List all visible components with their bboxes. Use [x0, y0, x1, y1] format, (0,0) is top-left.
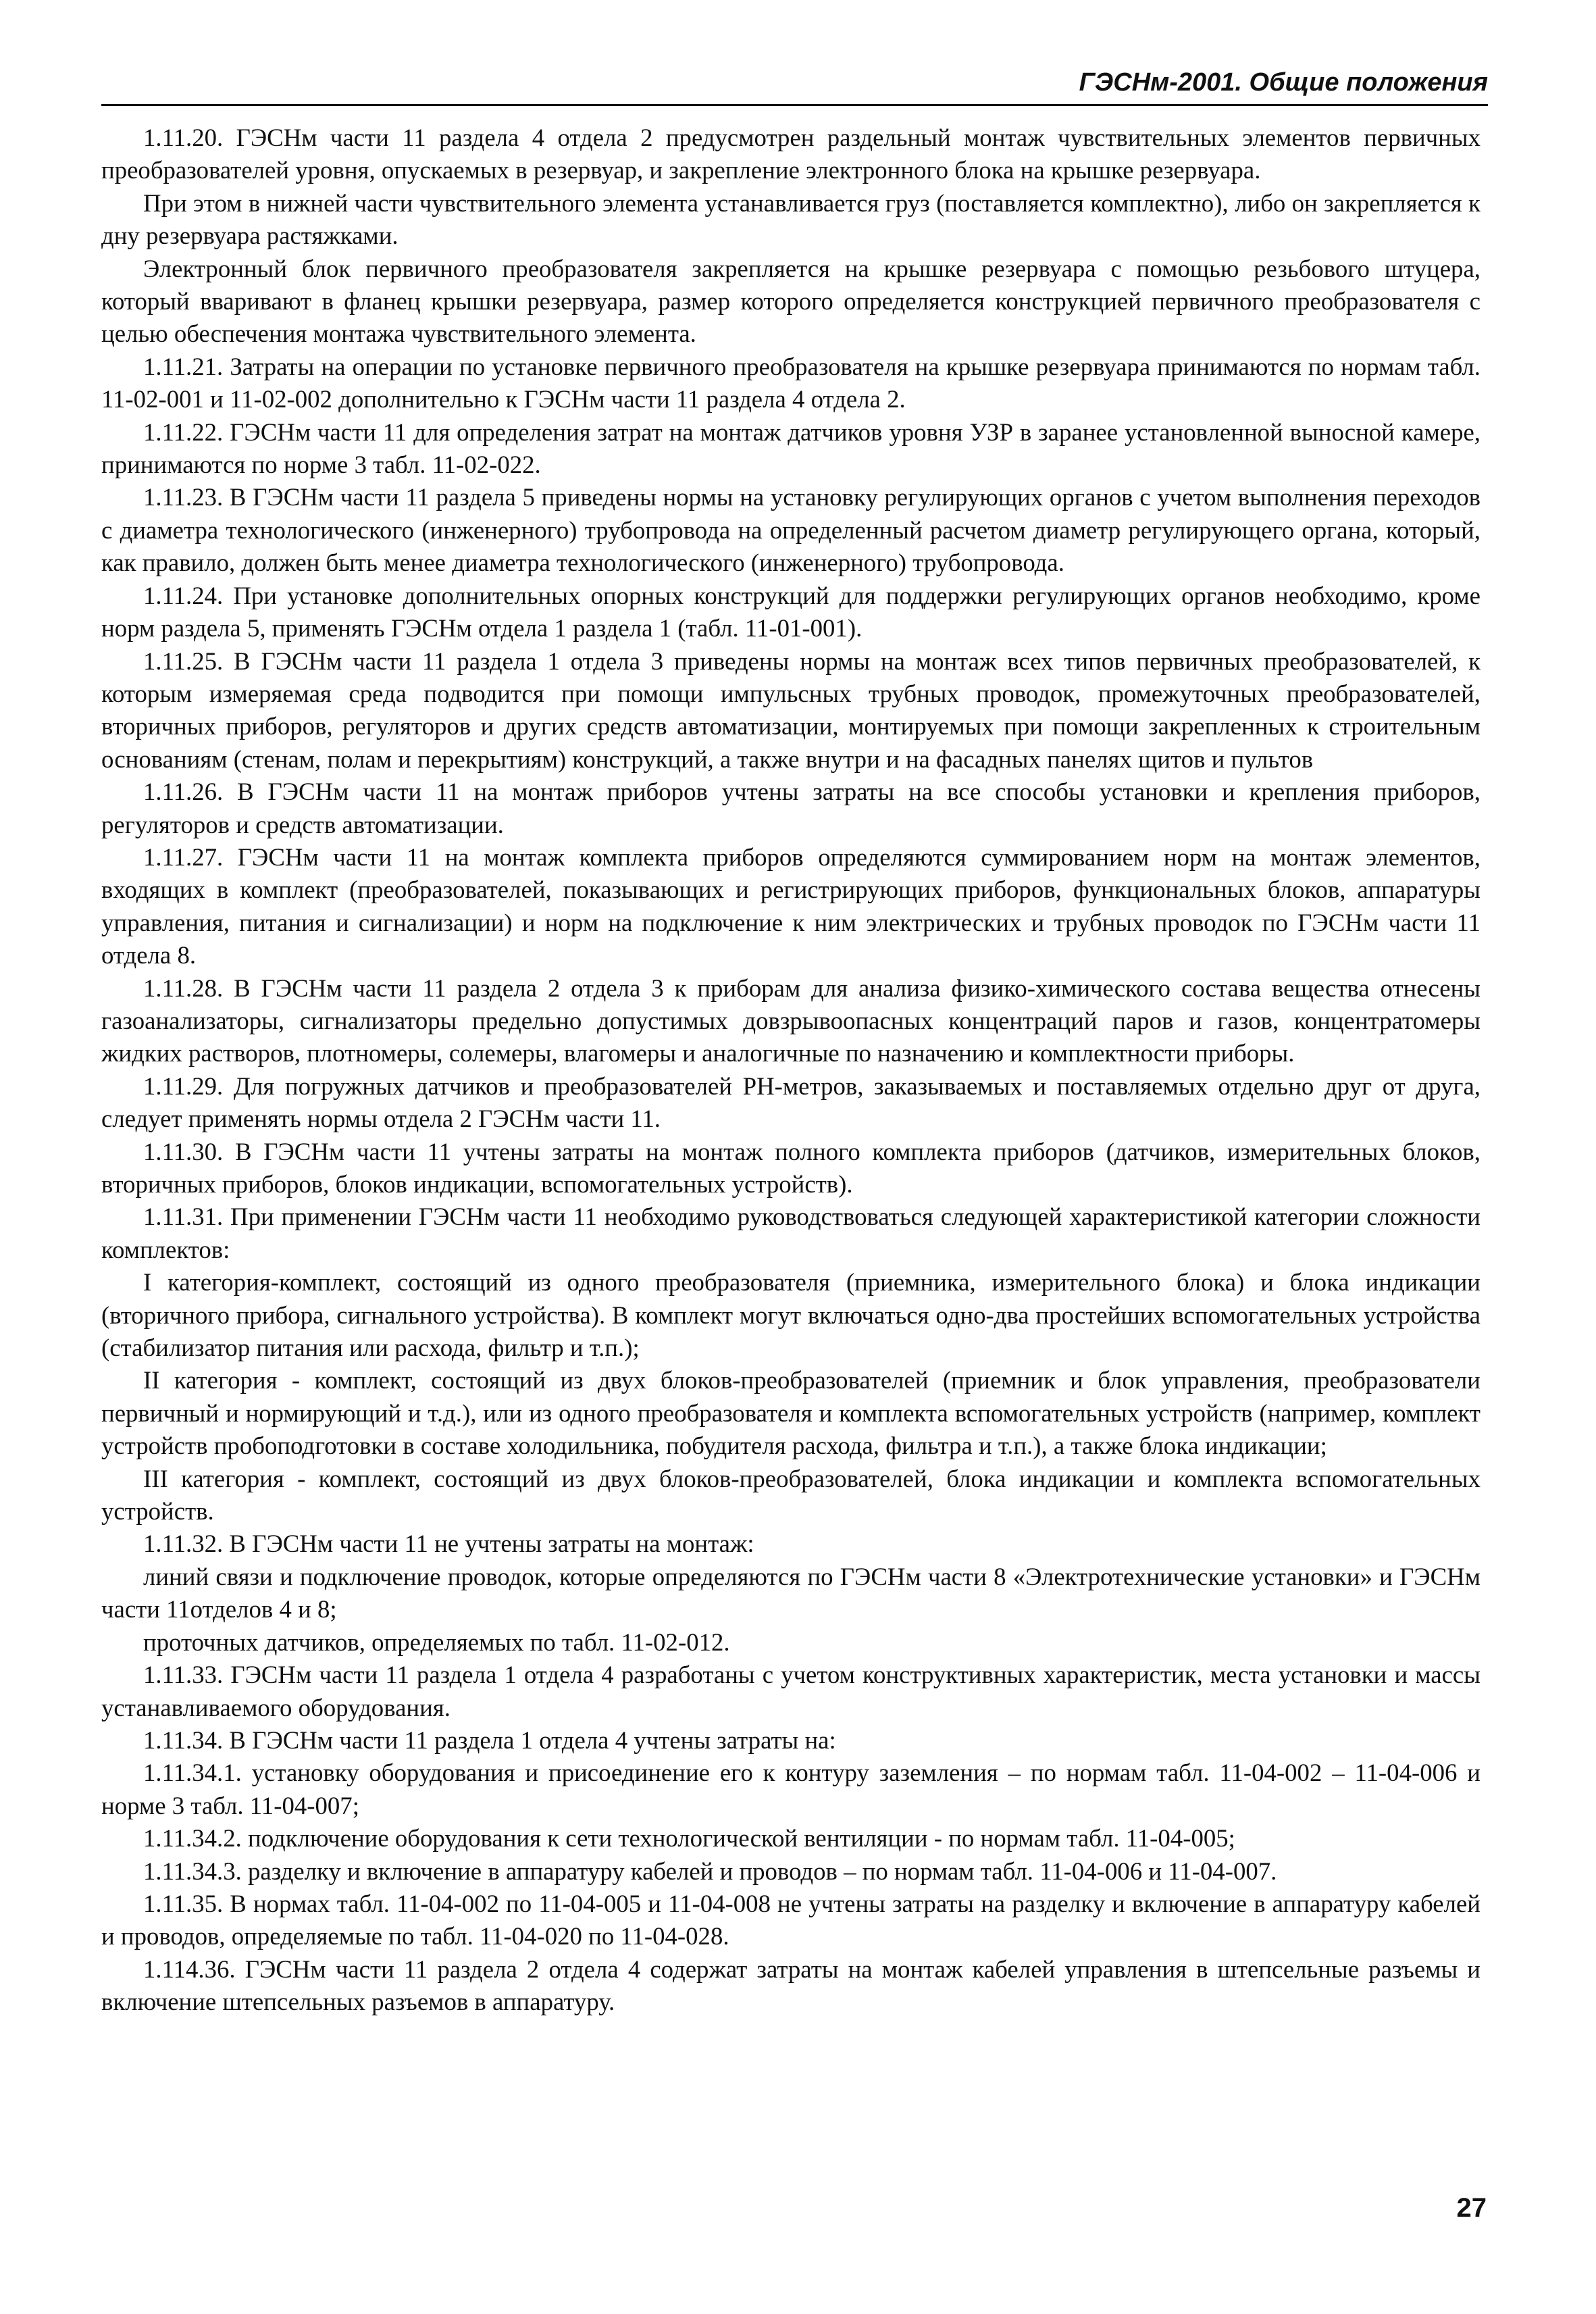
paragraph: 1.11.22. ГЭСНм части 11 для определения затрат на монтаж датчиков уровня УЗР в заранее установленной выносной камере, принимаются по норме 3 табл. 11-02-022.: [101, 418, 1481, 479]
paragraph: I категория-комплект, состоящий из одного преобразователя (приемника, измерительного блока) и блока индикации (вторичного прибора, сигнального устройства). В комплект могут включаться одно-два простейших вспомогательных устройства (стабилизатор питания или расхода, фильтр и т.п.);: [101, 1268, 1481, 1362]
paragraph: II категория - комплект, состоящий из двух блоков-преобразователей (приемник и блок управления, преобразователи первичный и нормирующий и т.д.), или из одного преобразователя и комплекта вспомогательных устройств (например, комплект устройств пробоподготовки в составе холодильника, побудителя расхода, фильтра и т.п.), а также блока индикации;: [101, 1366, 1481, 1460]
paragraph: 1.11.29. Для погружных датчиков и преобразователей PH-метров, заказываемых и поставляемых отдельно друг от друга, следует применять нормы отдела 2 ГЭСНм части 11.: [101, 1072, 1481, 1133]
paragraph: 1.11.35. В нормах табл. 11-04-002 по 11-04-005 и 11-04-008 не учтены затраты на разделку и включение в аппаратуру кабелей и проводов, определяемые по табл. 11-04-020 по 11-04-028.: [101, 1889, 1481, 1951]
paragraph: 1.11.21. Затраты на операции по установке первичного преобразователя на крышке резервуара принимаются по нормам табл. 11-02-001 и 11-02-002 дополнительно к ГЭСНм части 11 раздела 4 отдела 2.: [101, 352, 1481, 413]
paragraph: III категория - комплект, состоящий из двух блоков-преобразователей, блока индикации и комплекта вспомогательных устройств.: [101, 1464, 1481, 1526]
paragraph: 1.11.34.3. разделку и включение в аппаратуру кабелей и проводов – по нормам табл. 11-04-006 и 11-04-007.: [143, 1857, 1277, 1885]
body-text: [101, 122, 1481, 2019]
paragraph: 1.11.27. ГЭСНм части 11 на монтаж комплекта приборов определяются суммированием норм на монтаж элементов, входящих в комплект (преобразователей, показывающих и регистрирующих приборов, функциональных блоков, аппаратуры управления, питания и сигнализации) и норм на подключение к ним электрических и трубных проводок по ГЭСНм части 11 отдела 8.: [101, 842, 1481, 970]
paragraph: 1.11.24. При установке дополнительных опорных конструкций для поддержки регулирующих органов необходимо, кроме норм раздела 5, применять ГЭСНм отдела 1 раздела 1 (табл. 11-01-001).: [101, 581, 1481, 643]
paragraph: Электронный блок первичного преобразователя закрепляется на крышке резервуара с помощью резьбового штуцера, который вваривают в фланец крышки резервуара, размер которого определяется конструкцией первичного преобразователя с целью обеспечения монтажа чувствительного элемента.: [101, 254, 1481, 348]
paragraph: 1.11.32. В ГЭСНм части 11 не учтены затраты на монтаж:: [143, 1530, 754, 1558]
paragraph: 1.11.26. В ГЭСНм части 11 на монтаж приборов учтены затраты на все способы установки и крепления приборов, регуляторов и средств автоматизации.: [101, 778, 1481, 838]
paragraph: 1.11.34.2. подключение оборудования к сети технологической вентиляции - по нормам табл. 11-04-005;: [143, 1824, 1235, 1853]
running-header: ГЭСНм-2001. Общие положения: [101, 62, 1488, 106]
paragraph: 1.11.33. ГЭСНм части 11 раздела 1 отдела 4 разработаны с учетом конструктивных характеристик, места установки и массы устанавливаемого оборудования.: [101, 1661, 1481, 1721]
paragraph: линий связи и подключение проводок, которые определяются по ГЭСНм части 8 «Электротехнические установки» и ГЭСНм части 11отделов 4 и 8;: [101, 1562, 1481, 1624]
paragraph: 1.11.20. ГЭСНм части 11 раздела 4 отдела 2 предусмотрен раздельный монтаж чувствительных элементов первичных преобразователей уровня, опускаемых в резервуар, и закрепление электронного блока на крышке резервуара.: [101, 124, 1481, 184]
paragraph: 1.11.23. В ГЭСНм части 11 раздела 5 приведены нормы на установку регулирующих органов с учетом выполнения переходов с диаметра технологического (инженерного) трубопровода на определенный расчетом диаметр регулирующего органа, который, как правило, должен быть менее диаметра технологического (инженерного) трубопровода.: [101, 483, 1481, 577]
paragraph: 1.11.30. В ГЭСНм части 11 учтены затраты на монтаж полного комплекта приборов (датчиков, измерительных блоков, вторичных приборов, блоков индикации, вспомогательных устройств).: [101, 1137, 1481, 1198]
paragraph: 1.11.34. В ГЭСНм части 11 раздела 1 отдела 4 учтены затраты на:: [143, 1726, 836, 1754]
paragraph: 1.114.36. ГЭСНм части 11 раздела 2 отдела 4 содержат затраты на монтаж кабелей управления в штепсельные разъемы и включение штепсельных разъемов в аппаратуру.: [101, 1955, 1481, 2016]
paragraph: 1.11.28. В ГЭСНм части 11 раздела 2 отдела 3 к приборам для анализа физико-химического состава вещества отнесены газоанализаторы, сигнализаторы предельно допустимых довзрывоопасных концентраций паров и газов, концентратомеры жидких растворов, плотномеры, солемеры, влагомеры и аналогичные по назначению и комплектности приборы.: [101, 974, 1481, 1067]
paragraph: При этом в нижней части чувствительного элемента устанавливается груз (поставляется комплектно), либо он закрепляется к дну резервуара растяжками.: [101, 188, 1481, 250]
paragraph: 1.11.34.1. установку оборудования и присоединение его к контуру заземления – по нормам табл. 11-04-002 – 11-04-006 и норме 3 табл. 11-04-007;: [101, 1759, 1481, 1819]
paragraph: 1.11.31. При применении ГЭСНм части 11 необходимо руководствоваться следующей характеристикой категории сложности комплектов:: [101, 1203, 1481, 1263]
paragraph: 1.11.25. В ГЭСНм части 11 раздела 1 отдела 3 приведены нормы на монтаж всех типов первичных преобразователей, к которым измеряемая среда подводится при помощи импульсных трубных проводок, промежуточных преобразователей, вторичных приборов, регуляторов и других средств автоматизации, монтируемых при помощи закрепленных к строительным основаниям (стенам, полам и перекрытиям) конструкций, а также внутри и на фасадных панелях щитов и пультов: [101, 647, 1481, 773]
paragraph: проточных датчиков, определяемых по табл. 11-02-012.: [143, 1628, 730, 1656]
page-number: 27: [1456, 2193, 1487, 2223]
